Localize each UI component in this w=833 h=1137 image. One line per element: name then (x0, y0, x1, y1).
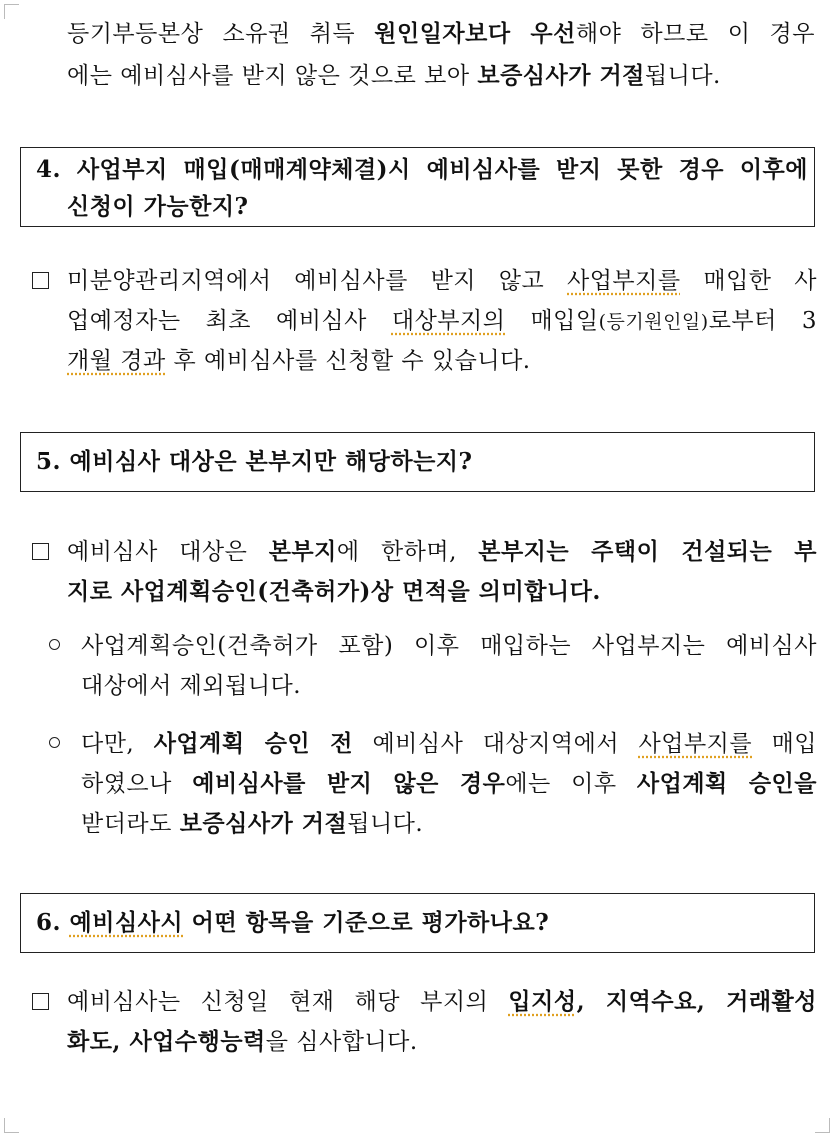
sub-item-bold-text: 예비심사를 받지 않은 경우 (192, 770, 506, 797)
intro-line-1 (67, 18, 815, 50)
question-6-title (36, 907, 549, 939)
circle-bullet-icon (49, 639, 60, 650)
answer-text: 로부터 3 (708, 308, 817, 334)
sub-item-text: 됩니다. (347, 811, 424, 837)
intro-bold-text: 원인일자보다 우선 (374, 20, 576, 47)
answer-4-line-2 (67, 305, 817, 338)
sub-item-1-line-2: 대상에서 제외됩니다. (81, 673, 302, 699)
answer-text: 후 예비심사를 신청할 수 있습니다. (165, 348, 531, 374)
sub-item-text: 에는 이후 (505, 771, 637, 797)
sub-item-2-line-3 (81, 808, 423, 840)
question-6-underlined-text: 예비심사시 (69, 909, 184, 936)
intro-bold-text: 보증심사가 거절 (477, 62, 645, 89)
answer-underlined-text: 개월 경과 (67, 348, 166, 374)
page-corner-mark-top-left (4, 4, 19, 19)
answer-text: 업예정자는 최초 예비심사 (67, 308, 392, 334)
circle-bullet-icon (49, 737, 60, 748)
answer-text: 매입일 (505, 308, 599, 334)
sub-item-text: 다만, (81, 731, 154, 757)
page-corner-mark-bottom-right (815, 1118, 830, 1133)
checkbox-bullet-icon (32, 993, 49, 1010)
answer-6-line-2 (67, 1026, 418, 1058)
answer-text: 에 한하며, (336, 539, 479, 565)
sub-item-text: 예비심사 대상지역에서 (353, 731, 639, 757)
answer-bold-text: 화도, 사업수행능력 (67, 1028, 266, 1055)
answer-bold-underlined-text: 입지성 (508, 988, 577, 1015)
answer-underlined-text: 사업부지를 (567, 268, 681, 294)
answer-5-line-1 (67, 536, 817, 568)
question-5-title: 5. 예비심사 대상은 본부지만 해당하는지? (36, 448, 473, 475)
sub-item-bold-text: 보증심사가 거절 (179, 810, 348, 837)
sub-item-underlined-text: 사업부지를 (638, 731, 753, 757)
sub-item-2-line-1 (81, 728, 817, 760)
intro-text: 해야 하므로 이 경우 (575, 21, 815, 47)
answer-4-line-3 (67, 345, 531, 377)
answer-underlined-text: 대상부지의 (391, 308, 506, 334)
intro-text: 에는 예비심사를 받지 않은 것으로 보아 (67, 63, 478, 89)
sub-item-2-line-2 (81, 768, 817, 800)
answer-text: 예비심사 대상은 (67, 539, 269, 565)
checkbox-bullet-icon (32, 272, 49, 289)
answer-text: 예비심사는 신청일 현재 해당 부지의 (67, 989, 509, 1015)
sub-item-text: 하였으나 (81, 771, 193, 797)
answer-bold-text: 본부지는 주택이 건설되는 부 (478, 538, 817, 565)
answer-6-line-1 (67, 986, 817, 1018)
answer-text: 미분양관리지역에서 예비심사를 받지 않고 (67, 268, 567, 294)
answer-4-line-1 (67, 265, 817, 297)
page-corner-mark-bottom-left (4, 1118, 19, 1133)
sub-item-text: 매입 (752, 731, 818, 757)
answer-bold-text: , 지역수요, 거래활성 (576, 988, 817, 1015)
sub-item-bold-text: 사업계획 승인을 (636, 770, 817, 797)
answer-text: 을 심사합니다. (265, 1029, 418, 1055)
answer-small-text: (등기원인일) (598, 311, 709, 333)
sub-item-text: 받더라도 (81, 811, 180, 837)
question-6-number: 6. (36, 909, 70, 936)
intro-text: 됩니다. (644, 63, 721, 89)
question-4-title-line-1: 4. 사업부지 매입(매매계약체결)시 예비심사를 받지 못한 경우 이후에 (36, 156, 808, 183)
answer-bold-text: 본부지 (268, 538, 337, 565)
answer-5-line-2 (67, 576, 601, 608)
sub-item-bold-text: 사업계획 승인 전 (153, 730, 354, 757)
answer-bold-text: 지로 사업계획승인(건축허가)상 면적을 의미합니다. (67, 578, 601, 605)
answer-text: 매입한 사 (680, 268, 817, 294)
question-6-text: 어떤 항목을 기준으로 평가하나요? (183, 909, 550, 936)
question-4-title-line-2: 신청이 가능한지? (67, 193, 249, 220)
checkbox-bullet-icon (32, 543, 49, 560)
sub-item-1-line-1: 사업계획승인(건축허가 포함) 이후 매입하는 사업부지는 예비심사 (81, 633, 817, 659)
intro-text: 등기부등본상 소유권 취득 (67, 21, 375, 47)
intro-line-2 (67, 60, 721, 92)
